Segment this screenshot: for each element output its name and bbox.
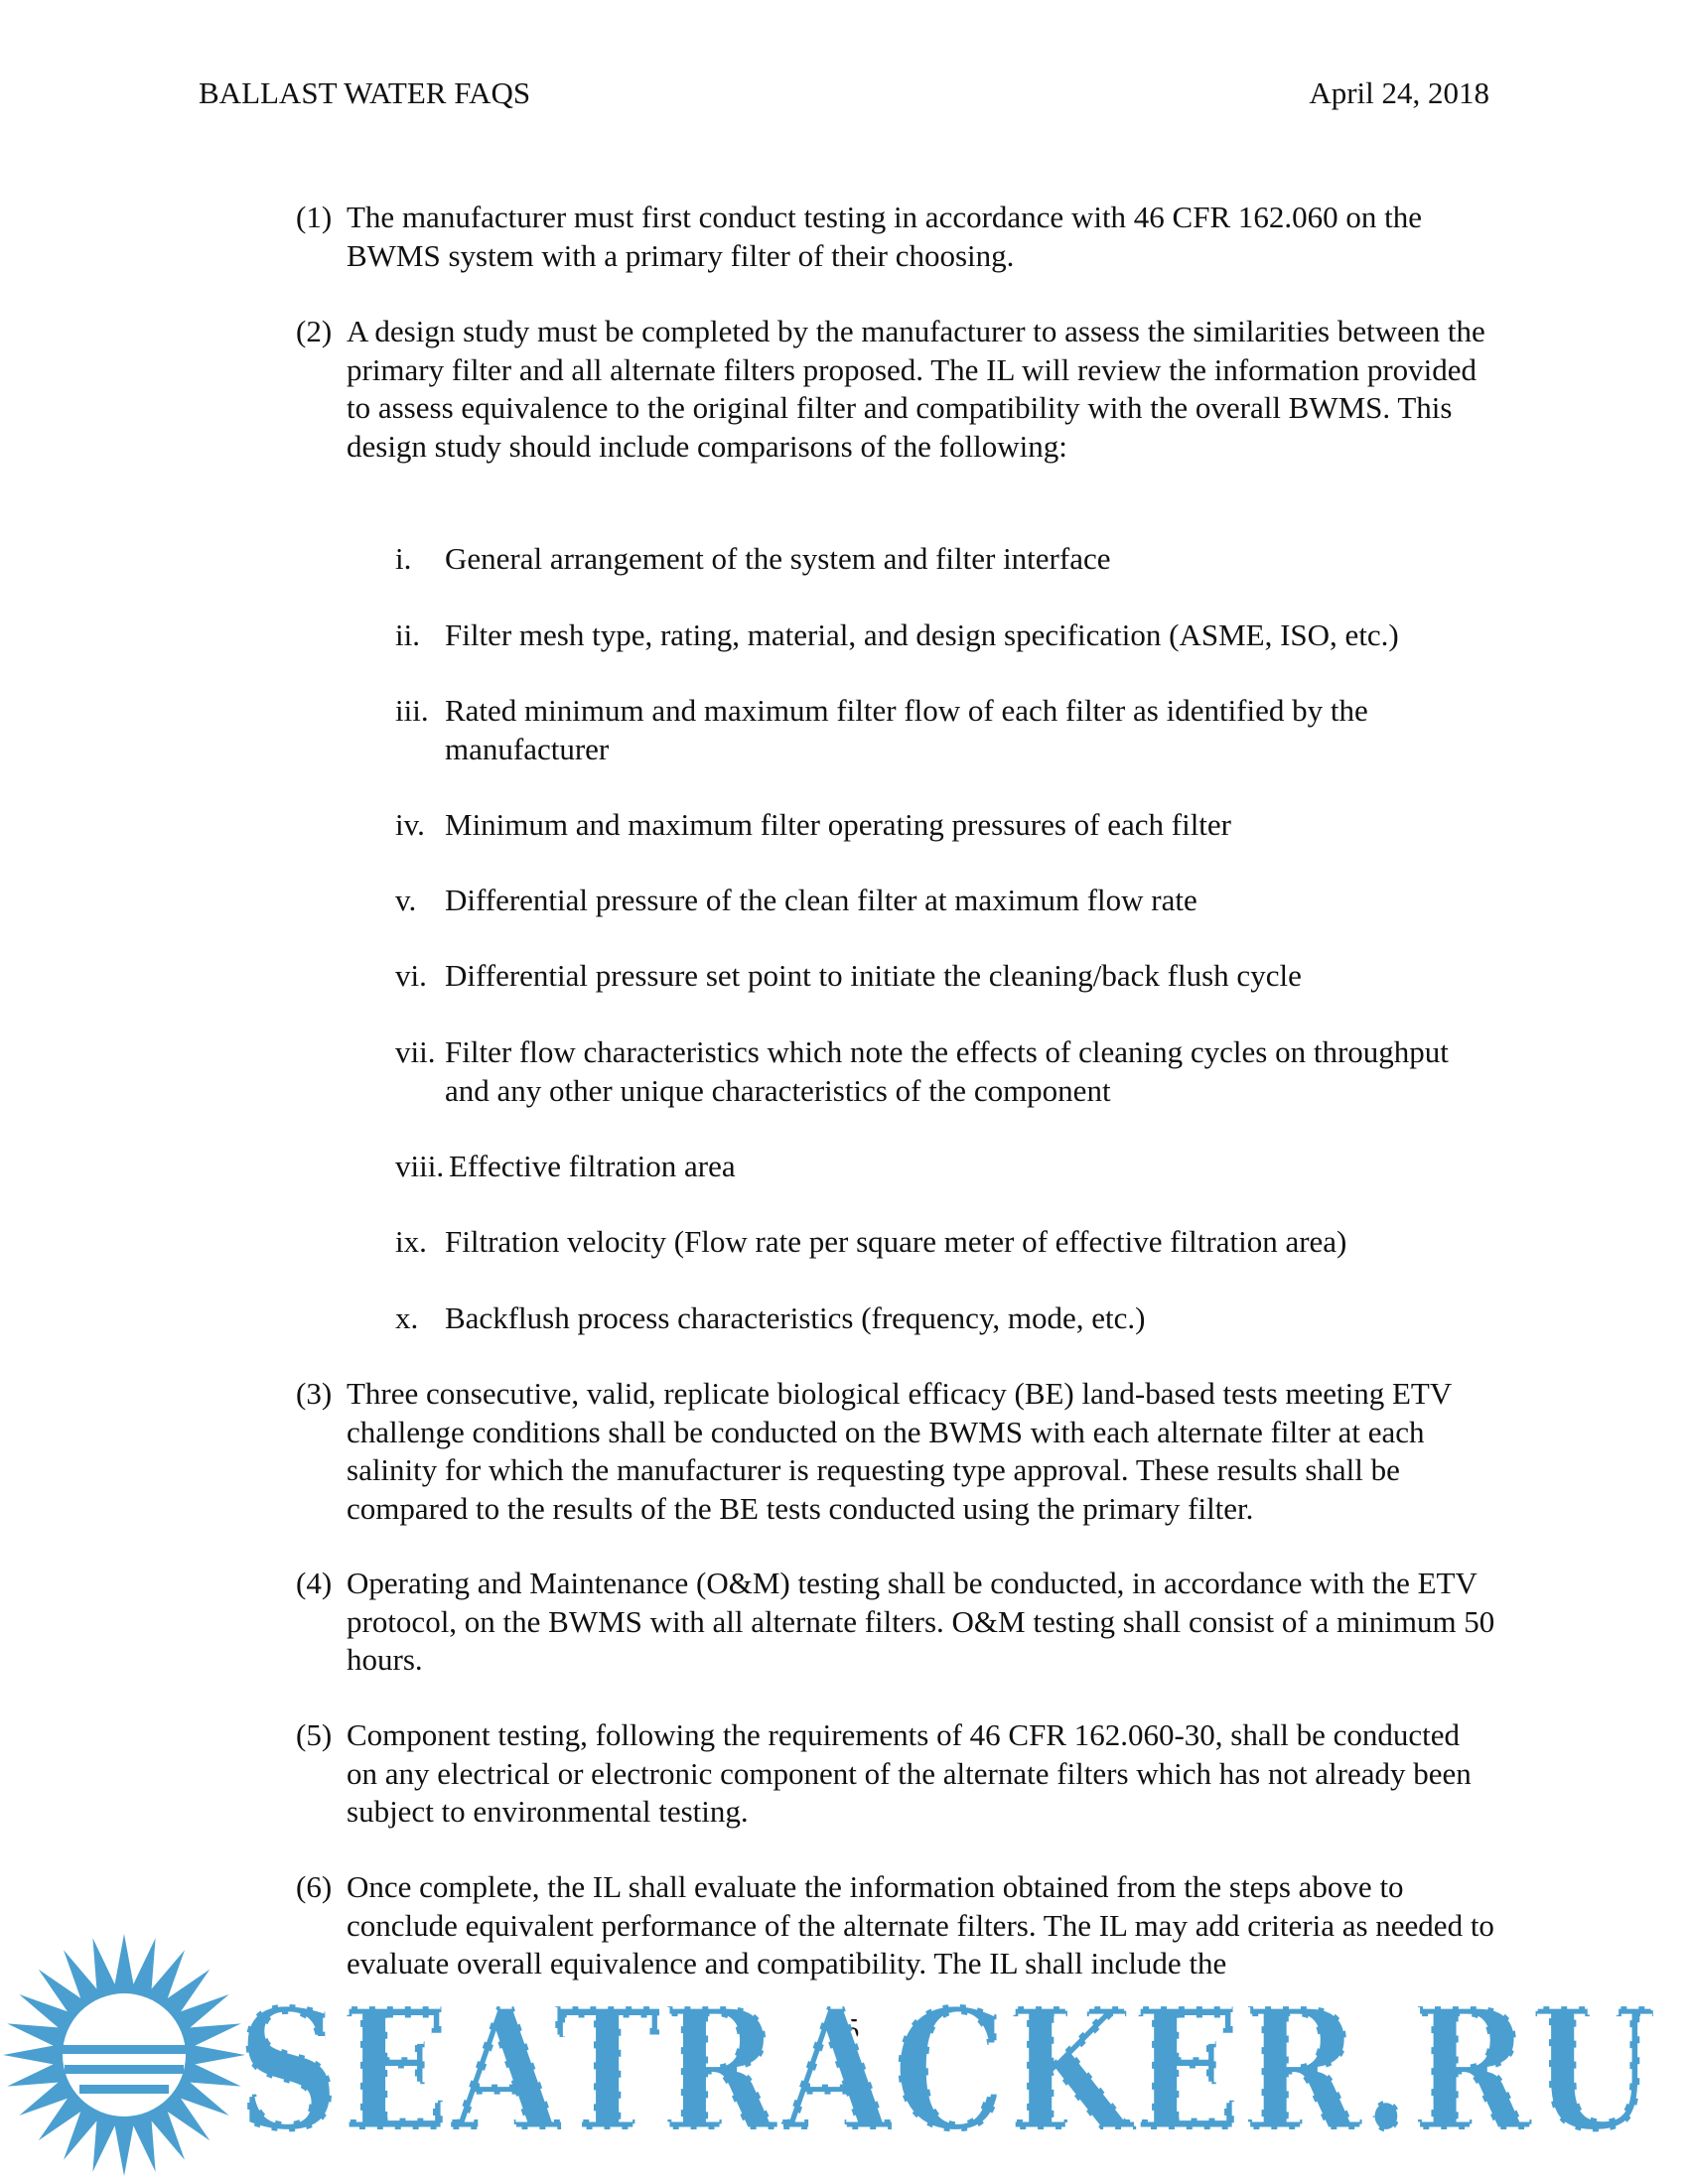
step-text: Component testing, following the requirements of 46 CFR 162.060-30, shall be conducted on any electrical or electronic component of the alternate filters which has not already been subject to environmental testing.: [347, 1717, 1472, 1829]
sub-number: viii.: [395, 1149, 445, 1183]
watermark: [0, 1926, 1688, 2184]
watermark-text: SEATRACKER.RU: [236, 1972, 1656, 2170]
step-text: The manufacturer must first conduct testing in accordance with 46 CFR 162.060 on the BWMS system with a primary filter of their choosing.: [347, 200, 1423, 273]
list-item-sub-iii: [395, 692, 1497, 768]
sub-number: vi.: [395, 958, 427, 993]
sub-number: ix.: [395, 1224, 427, 1259]
sub-number: v.: [395, 883, 417, 917]
sun-icon: [3, 1934, 245, 2176]
list-item-sub-v: [395, 882, 1497, 920]
list-item-sub-ii: [395, 616, 1497, 655]
list-item-step-5: [296, 1716, 1497, 1832]
sub-number: i.: [395, 541, 412, 576]
sub-text: Effective filtration area: [449, 1149, 736, 1183]
sub-number: vii.: [395, 1034, 436, 1069]
step-number: (3): [296, 1376, 333, 1411]
step-text: Operating and Maintenance (O&M) testing shall be conducted, in accordance with the ETV protocol, on the BWMS with all alternate filters. O&M testing shall consist of a minimum 50 hours.: [347, 1566, 1495, 1677]
sub-text: Backflush process characteristics (frequency, mode, etc.): [445, 1300, 1146, 1335]
step-number: (1): [296, 200, 333, 234]
list-item-sub-x: [395, 1299, 1497, 1338]
list-item-step-3: [296, 1375, 1497, 1528]
list-item-sub-i: [395, 540, 1497, 579]
sub-number: iii.: [395, 693, 429, 728]
step-text: Three consecutive, valid, replicate biological efficacy (BE) land-based tests meeting ETV challenge conditions shall be conducted on the BWMS with each alternate filter at each salinity for which the manufacturer is requesting type approval. These results shall be compared to the results of the BE tests conducted using the primary filter.: [347, 1376, 1452, 1526]
list-item-step-2: [296, 313, 1497, 466]
header-date: April 24, 2018: [1309, 75, 1489, 110]
header-title: BALLAST WATER FAQS: [199, 75, 531, 110]
list-item-step-4: [296, 1565, 1497, 1680]
list-item-step-1: [296, 199, 1497, 275]
sub-number: x.: [395, 1300, 419, 1335]
list-item-sub-ix: [395, 1223, 1497, 1262]
list-item-sub-iv: [395, 806, 1497, 845]
sub-text: Rated minimum and maximum filter flow of each filter as identified by the manufacturer: [445, 693, 1368, 766]
sub-text: Filter mesh type, rating, material, and design specification (ASME, ISO, etc.): [445, 617, 1399, 652]
step-number: (6): [296, 1869, 333, 1904]
page-number: 15: [828, 2011, 860, 2046]
step-number: (2): [296, 314, 333, 348]
list-item-sub-vi: [395, 957, 1497, 996]
list-item-sub-vii: [395, 1033, 1497, 1110]
sub-text: Differential pressure of the clean filter at maximum flow rate: [445, 883, 1197, 917]
sub-text: General arrangement of the system and filter interface: [445, 541, 1111, 576]
sub-number: iv.: [395, 807, 425, 842]
step-text: Once complete, the IL shall evaluate the information obtained from the steps above to conclude equivalent performance of the alternate filters. The IL may add criteria as needed to evaluate overall equivalence and compatibility. The IL shall include the: [347, 1869, 1494, 1980]
sub-text: Filtration velocity (Flow rate per square meter of effective filtration area): [445, 1224, 1347, 1259]
step-text: A design study must be completed by the manufacturer to assess the similarities between the primary filter and all alternate filters proposed. The IL will review the information provided to assess equivalence to the original filter and compatibility with the overall BWMS. This design study should include comparisons of the following:: [347, 314, 1485, 464]
sub-text: Differential pressure set point to initiate the cleaning/back flush cycle: [445, 958, 1302, 993]
sub-text: Minimum and maximum filter operating pressures of each filter: [445, 807, 1231, 842]
sub-number: ii.: [395, 617, 420, 652]
step-number: (4): [296, 1566, 333, 1600]
sub-text: Filter flow characteristics which note the effects of cleaning cycles on throughput and any other unique characteristics of the component: [445, 1034, 1449, 1108]
step-number: (5): [296, 1717, 333, 1752]
list-item-sub-viii: [395, 1148, 1497, 1186]
